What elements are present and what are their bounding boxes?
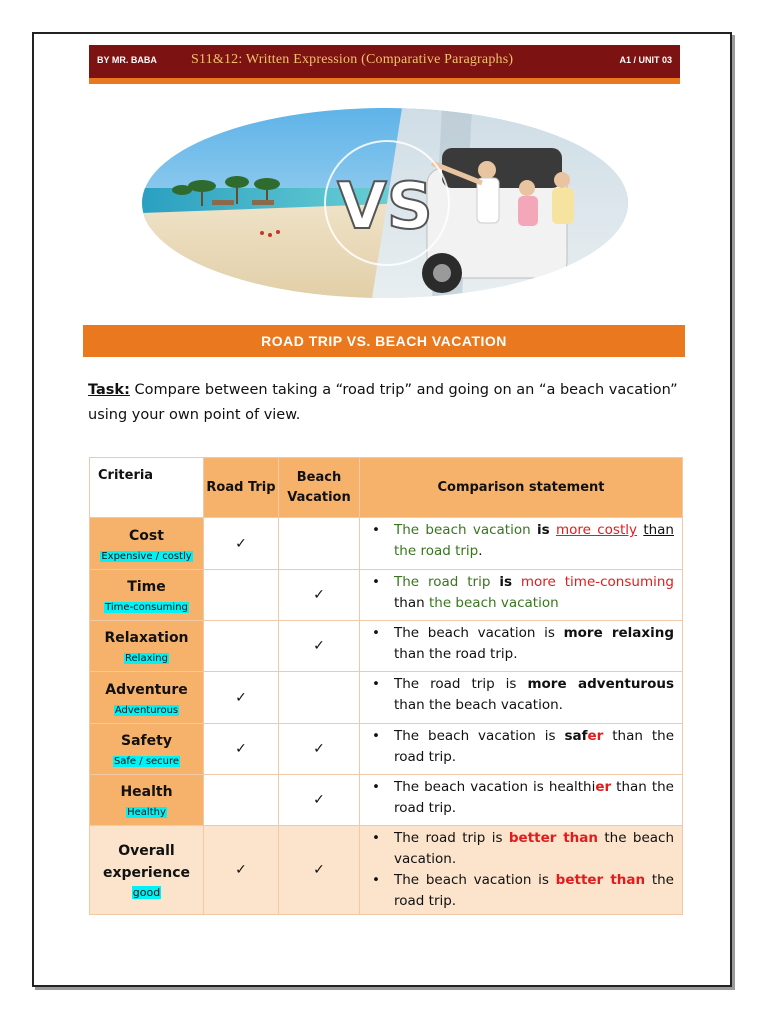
beach-vacation-check: ✓: [279, 724, 360, 775]
task-text: Compare between taking a “road trip” and going on an “a beach vacation” using your own point of view.: [88, 382, 678, 423]
table-row: [90, 826, 683, 915]
comparison-statement: • The beach vacation is healthier than the road trip.: [360, 775, 683, 826]
criterion-name: Relaxation: [104, 630, 189, 646]
road-trip-check: ✓: [204, 672, 279, 724]
criterion-note: Relaxing: [125, 653, 168, 664]
road-trip-check: [204, 775, 279, 826]
criterion-cell: [90, 724, 204, 775]
table-row: [90, 724, 683, 775]
criterion-cell: [90, 826, 204, 915]
table-header-row: [90, 458, 683, 518]
task-instructions: [88, 378, 678, 428]
comparison-statement: • The beach vacation is safer than the road trip.: [360, 724, 683, 775]
comparison-statement: • The road trip is more time-consuming than the beach vacation: [360, 570, 683, 621]
road-trip-check: ✓: [204, 518, 279, 570]
table-row: [90, 518, 683, 570]
section-title: ROAD TRIP VS. BEACH VACATION: [83, 325, 685, 357]
header-road-trip: Road Trip: [204, 458, 279, 518]
unit-label: A1 / UNIT 03: [619, 55, 672, 65]
table-row: [90, 570, 683, 621]
bullet: •: [372, 728, 380, 744]
criterion-name: Time: [127, 579, 166, 595]
bullet: •: [372, 522, 380, 538]
comparison-statement: • The beach vacation is more costly than the road trip.: [360, 518, 683, 570]
beach-vacation-check: ✓: [279, 621, 360, 672]
bullet: •: [372, 574, 380, 590]
road-trip-check: [204, 621, 279, 672]
beach-vacation-check: [279, 672, 360, 724]
author-label: BY MR. BABA: [97, 55, 157, 65]
header-comparison-statement: Comparison statement: [360, 458, 683, 518]
criterion-cell: [90, 672, 204, 724]
lesson-title: S11&12: Written Expression (Comparative Paragraphs): [191, 52, 514, 67]
criterion-name: Adventure: [105, 681, 188, 698]
hero-image-road-trip-vs-beach: [142, 108, 628, 298]
beach-vacation-check: ✓: [279, 570, 360, 621]
criterion-name: Overall experience: [102, 843, 190, 881]
beach-vacation-check: [279, 518, 360, 570]
task-label: Task:: [88, 382, 130, 398]
criterion-name: Cost: [129, 527, 164, 544]
document-header: [89, 45, 680, 84]
bullet: •: [372, 625, 380, 641]
criterion-cell: [90, 621, 204, 672]
criterion-note: Safe / secure: [113, 756, 180, 767]
table-row: [90, 775, 683, 826]
criterion-note: Healthy: [127, 807, 166, 818]
road-trip-check: ✓: [204, 724, 279, 775]
table-row: [90, 672, 683, 724]
road-trip-check: [204, 570, 279, 621]
road-trip-check: ✓: [204, 826, 279, 915]
criterion-name: Health: [120, 784, 173, 800]
header-beach-vacation: Beach Vacation: [279, 458, 360, 518]
criterion-name: Safety: [121, 733, 172, 749]
bullet: •: [372, 872, 380, 888]
bullet: •: [372, 830, 380, 846]
criterion-note: Time-consuming: [105, 602, 188, 613]
comparison-statement: • The road trip is better than the beach vacation. • The beach vacation is better than the road trip.: [360, 826, 683, 915]
criterion-cell: [90, 775, 204, 826]
comparison-table: [89, 457, 683, 915]
vs-text: VS: [337, 170, 433, 244]
beach-vacation-check: ✓: [279, 775, 360, 826]
beach-vacation-check: ✓: [279, 826, 360, 915]
comparison-statement: • The beach vacation is more relaxing than the road trip.: [360, 621, 683, 672]
header-criteria: Criteria: [90, 458, 204, 518]
criterion-note: good: [132, 886, 161, 899]
bullet: •: [372, 676, 380, 692]
criterion-note: Adventurous: [114, 704, 179, 716]
criterion-note: Expensive / costly: [101, 550, 192, 562]
criterion-cell: [90, 570, 204, 621]
bullet: •: [372, 779, 380, 795]
table-row: [90, 621, 683, 672]
criterion-cell: [90, 518, 204, 570]
comparison-statement: • The road trip is more adventurous than the beach vacation.: [360, 672, 683, 724]
